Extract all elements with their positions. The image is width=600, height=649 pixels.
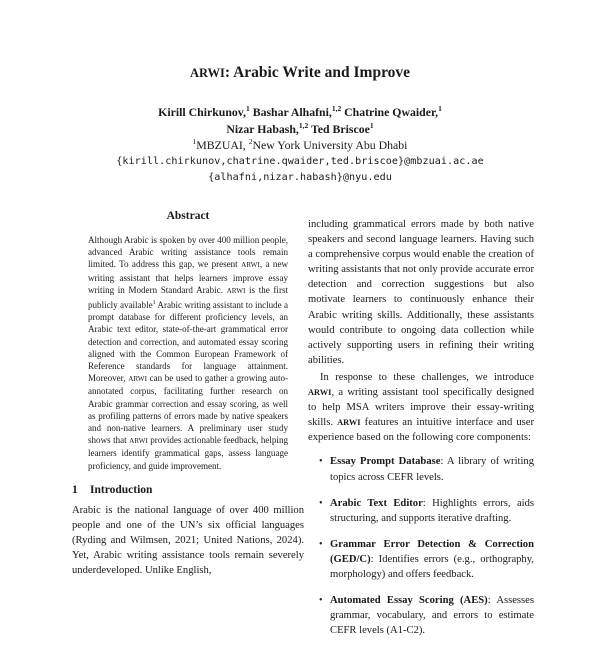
abstract-segment: can be used to gather a growing auto-annotated corpus, facilitating further research on Arabic grammar correction and essay scoring, as well as profiling patterns of errors made by native speakers and non-native learners. A preliminary user study shows that (88, 373, 288, 446)
author-name: Kirill Chirkunov, (158, 105, 246, 119)
author-name: Chatrine Qwaider, (341, 105, 439, 119)
list-item-text: : Assesses grammar, vocabulary, and errors to estimate CEFR levels (A1-C2). (330, 595, 534, 637)
paragraph-segment: , a writing assistant tool specifically designed to help MSA writers improve their essay-writing skills. (308, 387, 534, 429)
title-rest: : Arabic Write and Improve (224, 64, 411, 81)
abstract-system-name: ARWI (241, 261, 260, 270)
author-affiliation-mark: 1 (438, 104, 442, 114)
list-item (308, 454, 534, 484)
author-affiliation-mark: 1 (369, 120, 374, 130)
abstract-segment: , a new writing assistant that helps learners improve essay writing in Modern Standard Arabic. (88, 259, 288, 295)
bullet-icon: • (319, 538, 323, 550)
email-line-2: {alhafni,nizar.habash}@nyu.edu (208, 172, 392, 183)
abstract-segment: provides actionable feedback, helping learners identify grammatical gaps, assess language proficiency, and guide improvement. (88, 435, 288, 471)
abstract-segment: Arabic writing assistant to include a prompt database for different proficiency levels, an Arabic text editor, state-of-the-art grammatical error detection and correction, and automated essay scoring aligned with the Common European Framework of Reference standards for language attainment. Moreover, (88, 300, 289, 384)
bullet-icon: • (319, 497, 323, 509)
system-name: ARWI (337, 418, 361, 428)
list-item (308, 496, 534, 526)
affiliation-mark: 2 (248, 137, 253, 147)
abstract-system-name: ARWI (226, 286, 246, 295)
bullet-icon: • (319, 456, 323, 468)
right-column (308, 217, 534, 649)
list-item-label: Arabic Text Editor (330, 497, 423, 509)
introduction-paragraph: Arabic is the national language of over 400 million people and one of the UN’s six official languages (Ryding and Wilmsen, 2021; United Nations, 2024). Yet, Arabic writing assistance tools remain severely underdeveloped. Unlike English, (72, 504, 304, 577)
title-system-name: ARWI (189, 66, 225, 80)
author-name: Nizar Habash, (226, 121, 299, 136)
paragraph-segment: In response to these challenges, we introduce (320, 371, 534, 383)
affiliation-mark: 1 (192, 137, 197, 147)
author-affiliation-mark: 1 (246, 104, 250, 114)
author-name: Bashar Alhafni, (249, 105, 332, 119)
author-affiliation-mark: 1,2 (331, 104, 342, 114)
component-list (308, 454, 534, 638)
affiliation-2: New York University Abu Dhabi (252, 138, 408, 152)
list-item (308, 537, 534, 582)
affiliations (0, 137, 600, 154)
bullet-icon: • (319, 595, 323, 607)
section-title: Introduction (90, 483, 153, 496)
author-line-2 (0, 121, 600, 138)
section-number: 1 (72, 483, 78, 496)
list-item-text: : A library of writing topics across CEFR levels. (330, 456, 534, 483)
list-item-text: : Identifies errors (e.g., orthography, morphology) and offers feedback. (330, 553, 534, 580)
right-paragraph-1: including grammatical errors made by both native speakers and second language learners. Having such a comprehensive corpus would enable the creation of writing assistants that not only provide accurate error detection and correction suggestions but also motivate learners to continuously enhance their Arabic writing skills. Additionally, these assistants would contribute to ongoing data collection while actively supporting users in refining their writing abilities. (308, 219, 534, 366)
author-affiliation-mark: 1,2 (298, 120, 309, 130)
author-line-1 (0, 104, 600, 121)
list-item-label: Grammar Error Detection & Correction (GED/C) (330, 538, 534, 565)
paper-title (0, 64, 600, 82)
abstract-heading: Abstract (166, 210, 210, 222)
abstract-system-name: ARWI (128, 375, 147, 384)
author-block (0, 104, 600, 187)
abstract-system-name: ARWI (129, 437, 148, 446)
footnote-mark: 1 (152, 300, 156, 307)
abstract-segment: Although Arabic is spoken by over 400 million people, advanced Arabic writing assistance tools remain limited. To address this gap, we present (88, 235, 288, 270)
abstract-segment: is the first publicly available (88, 284, 288, 311)
list-item-label: Automated Essay Scoring (AES) (330, 595, 488, 607)
list-item-label: Essay Prompt Database (330, 456, 441, 468)
author-name: Ted Briscoe (308, 121, 370, 136)
section-heading-introduction (72, 484, 304, 496)
list-item-text: : Highlights errors, aids structuring, and supports iterative drafting. (330, 497, 535, 524)
left-column (72, 210, 304, 578)
abstract-text (88, 234, 288, 472)
email-line-1: {kirill.chirkunov,chatrine.qwaider,ted.briscoe}@mbzuai.ac.ae (116, 155, 484, 167)
system-name: ARWI (308, 388, 332, 398)
right-paragraph-2 (308, 370, 534, 445)
affiliation-1: MBZUAI, (196, 138, 249, 152)
paragraph-segment: features an intuitive interface and user experience based on the following core components: (308, 417, 534, 444)
